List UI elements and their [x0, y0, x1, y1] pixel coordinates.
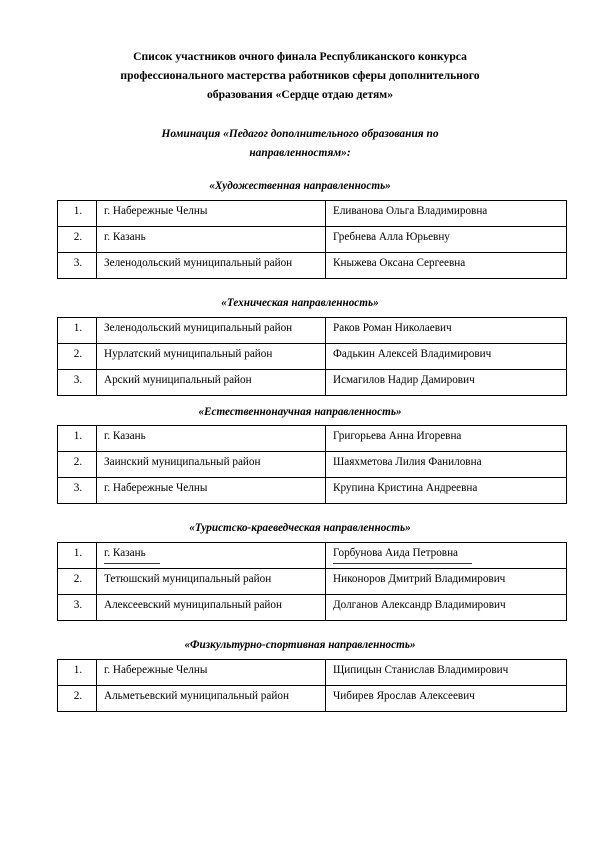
participants-table-technical: [57, 317, 567, 396]
section-heading-natural-science: «Естественнонаучная направленность»: [198, 406, 402, 419]
row-region: Нурлатский муниципальный район: [97, 344, 326, 370]
section-sports: [57, 639, 543, 712]
row-number: 1.: [58, 201, 97, 227]
section-heading-artistic: «Художественная направленность»: [209, 180, 391, 193]
row-number: 3.: [58, 595, 97, 621]
section-heading-tourism: «Туристско-краеведческая направленность»: [189, 522, 411, 535]
nomination-heading: [57, 125, 543, 162]
row-person: Еливанова Ольга Владимировна: [326, 201, 567, 227]
table-row: [58, 344, 567, 370]
nomination-line-2: направленностям»:: [249, 146, 351, 159]
row-number: 1.: [58, 318, 97, 344]
table-row: [58, 595, 567, 621]
row-person: Крупина Кристина Андреевна: [326, 478, 567, 504]
row-region: Альметьевский муниципальный район: [97, 686, 326, 712]
row-region: Арский муниципальный район: [97, 370, 326, 396]
table-row: [58, 370, 567, 396]
table-row: [58, 478, 567, 504]
row-number: 2.: [58, 686, 97, 712]
row-region: Зеленодольский муниципальный район: [97, 253, 326, 279]
row-person-highlighted: Горбунова Аида Петровна: [333, 546, 472, 564]
row-number: 1.: [58, 660, 97, 686]
row-number: 3.: [58, 478, 97, 504]
row-person: Исмагилов Надир Дамирович: [326, 370, 567, 396]
table-row: [58, 426, 567, 452]
row-region: г. Набережные Челны: [97, 478, 326, 504]
row-person: Шаяхметова Лилия Фаниловна: [326, 452, 567, 478]
row-number: 2.: [58, 344, 97, 370]
row-region: Заинский муниципальный район: [97, 452, 326, 478]
row-number: 1.: [58, 543, 97, 569]
row-region-highlighted: г. Казань: [104, 546, 160, 564]
section-natural-science: [57, 406, 543, 504]
row-region: г. Набережные Челны: [97, 660, 326, 686]
table-row: [58, 227, 567, 253]
participants-table-tourism: [57, 542, 567, 621]
row-number: 1.: [58, 426, 97, 452]
row-person: Никоноров Дмитрий Владимирович: [326, 569, 567, 595]
nomination-line-1: Номинация «Педагог дополнительного образования по: [161, 128, 439, 141]
participants-table-sports: [57, 659, 567, 712]
page-title-line-3: образования «Сердце отдаю детям»: [207, 87, 393, 101]
participants-table-natural-science: [57, 425, 567, 504]
section-technical: [57, 297, 543, 396]
row-region: [97, 543, 326, 569]
participants-table-artistic: [57, 200, 567, 279]
row-region: Зеленодольский муниципальный район: [97, 318, 326, 344]
row-person: Чибирев Ярослав Алексеевич: [326, 686, 567, 712]
row-number: 2.: [58, 227, 97, 253]
row-person: Щипицын Станислав Владимирович: [326, 660, 567, 686]
table-row: [58, 543, 567, 569]
page-title-line-2: профессионального мастерства работников сферы дополнительного: [120, 68, 480, 82]
row-number: 3.: [58, 253, 97, 279]
row-number: 3.: [58, 370, 97, 396]
row-region: г. Набережные Челны: [97, 201, 326, 227]
table-row: [58, 660, 567, 686]
row-region: г. Казань: [97, 227, 326, 253]
row-person: Гребнева Алла Юрьевну: [326, 227, 567, 253]
table-row: [58, 569, 567, 595]
row-region: г. Казань: [97, 426, 326, 452]
row-region: Алексеевский муниципальный район: [97, 595, 326, 621]
page-title: [57, 48, 543, 104]
table-row: [58, 318, 567, 344]
section-heading-sports: «Физкультурно-спортивная направленность»: [184, 639, 416, 652]
section-artistic: [57, 180, 543, 279]
table-row: [58, 452, 567, 478]
table-row: [58, 201, 567, 227]
row-region: Тетюшский муниципальный район: [97, 569, 326, 595]
row-number: 2.: [58, 569, 97, 595]
section-heading-technical: «Техническая направленность»: [221, 297, 379, 310]
row-person: Долганов Александр Владимирович: [326, 595, 567, 621]
row-person: Кныжева Оксана Сергеевна: [326, 253, 567, 279]
row-person: Григорьева Анна Игоревна: [326, 426, 567, 452]
table-row: [58, 253, 567, 279]
row-number: 2.: [58, 452, 97, 478]
row-person: Фадькин Алексей Владимирович: [326, 344, 567, 370]
section-tourism: [57, 522, 543, 621]
table-row: [58, 686, 567, 712]
row-person: Раков Роман Николаевич: [326, 318, 567, 344]
row-person: [326, 543, 567, 569]
page-title-line-1: Список участников очного финала Республиканского конкурса: [133, 50, 467, 63]
